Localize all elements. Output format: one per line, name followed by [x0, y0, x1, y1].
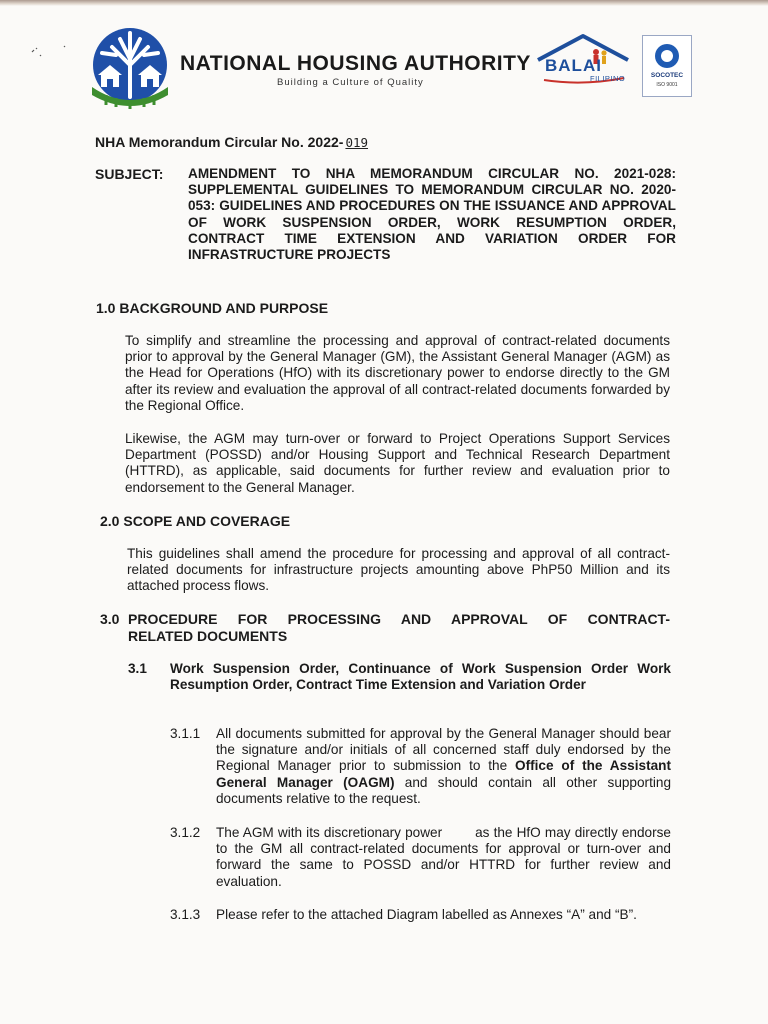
org-name: NATIONAL HOUSING AUTHORITY	[180, 52, 531, 75]
section-3-heading-line-1: PROCEDURE FOR PROCESSING AND APPROVAL OF CONTRACT-	[128, 611, 670, 627]
paper-edge	[0, 0, 768, 6]
scan-artifact	[28, 42, 68, 62]
item-3-1-1-text	[216, 726, 671, 807]
balai-logo-subtext: FILIPINO	[590, 74, 626, 83]
item-3-1-1-text-after: and should contain all other supporting documents relative to the request.	[216, 774, 671, 806]
item-3-1-1-text-bold: Office of the Assistant General Manager (OAGM)	[216, 758, 671, 790]
memorandum-circular-number	[95, 134, 368, 151]
org-tagline: Building a Culture of Quality	[277, 77, 424, 88]
socotec-name: SOCOTEC	[650, 72, 684, 79]
socotec-certification-badge	[642, 35, 692, 97]
item-3-1-3-number: 3.1.3	[170, 907, 201, 922]
subject-label: SUBJECT:	[95, 166, 164, 182]
nha-logo-icon	[86, 25, 174, 109]
memo-label: NHA Memorandum Circular No. 2022-	[95, 134, 344, 150]
balai-logo-text: BALAI	[545, 56, 602, 75]
socotec-logo-icon	[655, 44, 679, 68]
section-2-paragraph-1: This guidelines shall amend the procedure for processing and approval of all contract-related documents for infrastructure projects amounting above PhP50 Million and its attached process flows.	[127, 546, 670, 594]
subsection-3-1-title: Work Suspension Order, Continuance of Work Suspension Order Work Resumption Order, Contract Time Extension and Variation Order	[170, 661, 671, 693]
item-3-1-1-text-before: All documents submitted for approval by the General Manager should bear the signature and/or initials of all concerned staff duly endorsed by the Regional Manager prior to submission to the	[216, 726, 671, 774]
section-3-number: 3.0	[100, 611, 120, 627]
subject-text: AMENDMENT TO NHA MEMORANDUM CIRCULAR NO. 2021-028: SUPPLEMENTAL GUIDELINES TO MEMORANDUM CIRCULAR NO. 2020-053: GUIDELINES AND PROCEDURES ON THE ISSUANCE AND APPROVAL OF WORK SUSPENSION ORDER, WORK RESUMPTION ORDER, CONTRACT TIME EXTENSION AND VARIATION ORDER FOR INFRASTRUCTURE PROJECTS	[188, 166, 676, 263]
item-3-1-1-number: 3.1.1	[170, 726, 201, 741]
section-1-paragraph-2: Likewise, the AGM may turn-over or forward to Project Operations Support Services Department (POSSD) and/or Housing Support and Technical Research Department (HTTRD), as applicable, said documents for further review and evaluation prior to endorsement to the General Manager.	[125, 431, 670, 495]
item-3-1-3-text: Please refer to the attached Diagram labelled as Annexes “A” and “B”.	[216, 907, 637, 922]
item-3-1-2-text: The AGM with its discretionary power as the HfO may directly endorse to the GM all contract-related documents for approval or turn-over and forward the same to POSSD and/or HTTRD for further review and evaluation.	[216, 825, 675, 889]
section-1-heading: 1.0 BACKGROUND AND PURPOSE	[96, 300, 329, 316]
memo-number: 019	[345, 135, 369, 150]
item-3-1-2-number: 3.1.2	[170, 825, 201, 840]
subsection-3-1-number: 3.1	[128, 661, 147, 676]
section-1-paragraph-1: To simplify and streamline the processing and approval of contract-related documents prior to approval by the General Manager (GM), the Assistant General Manager (AGM) as the Head for Operations (HfO) with its discretionary power to endorse directly to the GM after its review and evaluation the approval of all contract-related documents forwarded by the Regional Office.	[125, 333, 670, 413]
socotec-iso: ISO 9001	[656, 82, 678, 88]
section-2-heading: 2.0 SCOPE AND COVERAGE	[100, 513, 291, 529]
section-3-heading-line-2: RELATED DOCUMENTS	[128, 628, 288, 644]
